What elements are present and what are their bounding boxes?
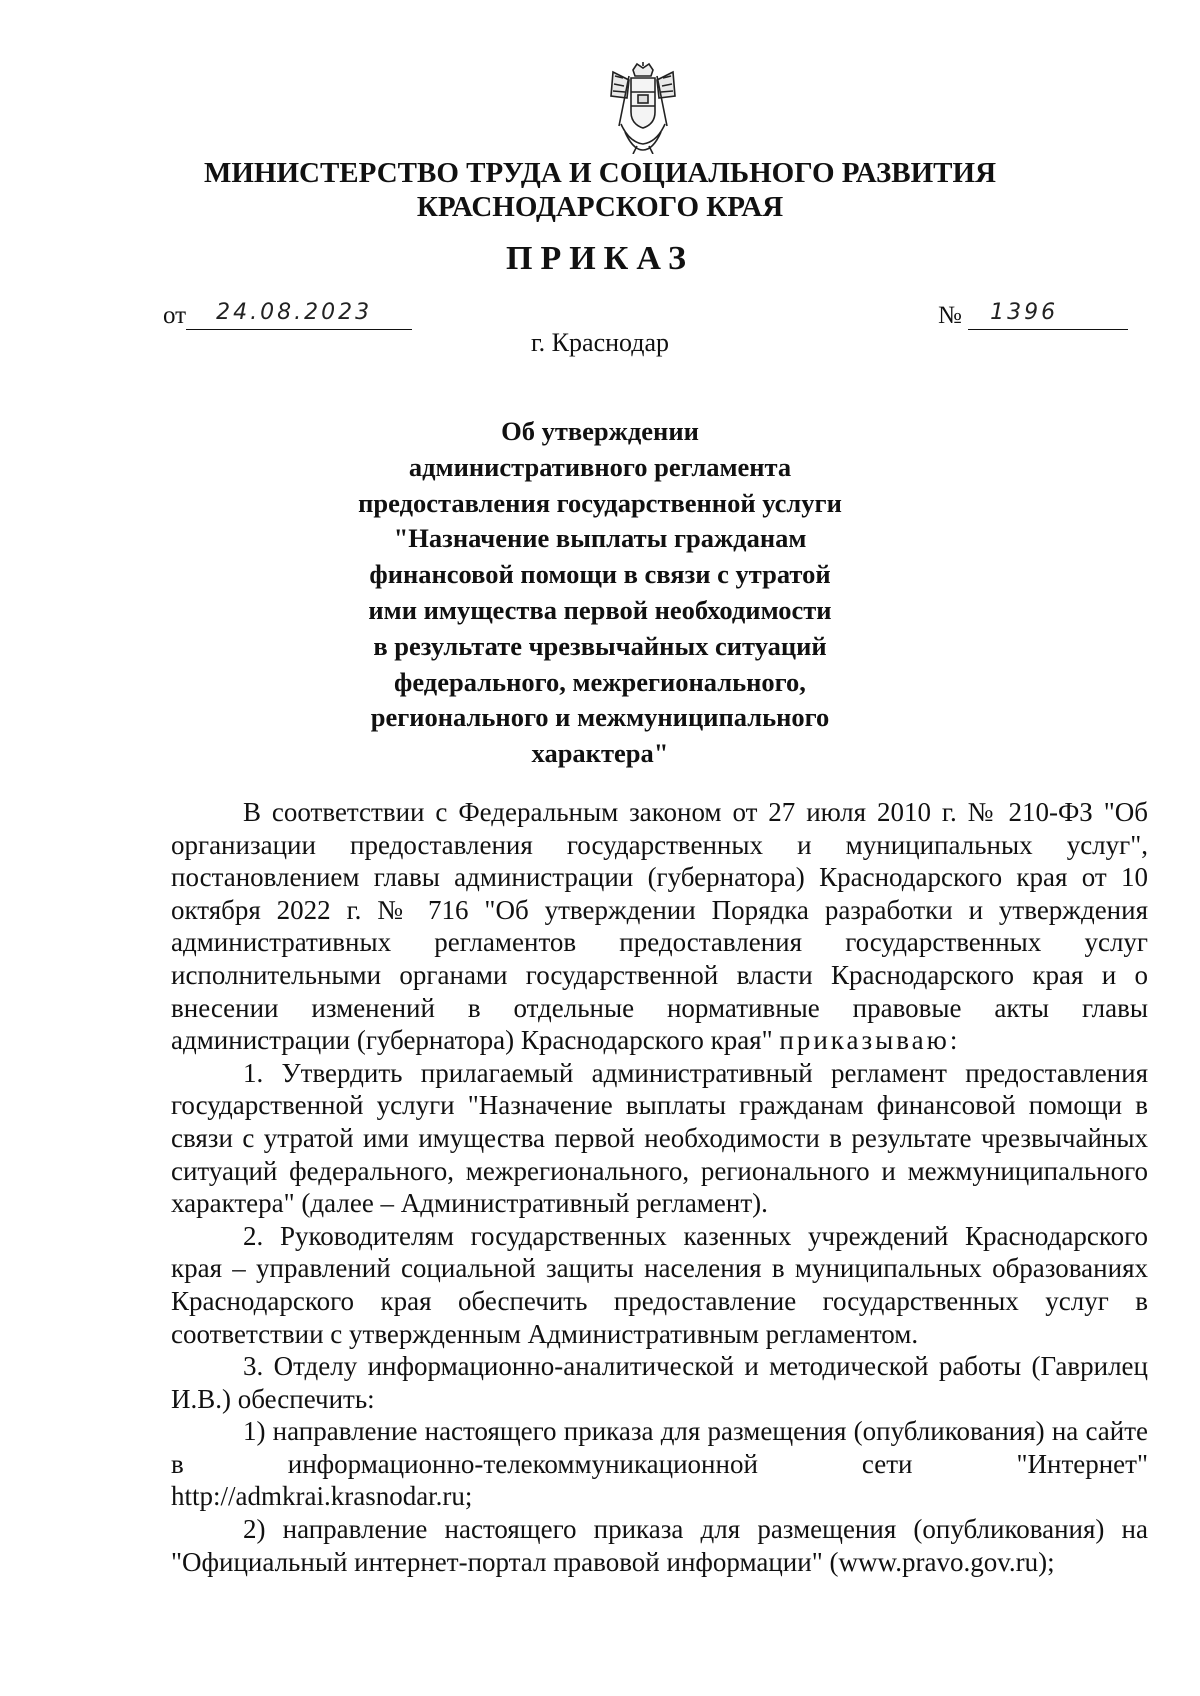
- title-line: в результате чрезвычайных ситуаций: [373, 630, 827, 661]
- title-line: административного регламента: [408, 451, 792, 482]
- order-body: [171, 796, 1148, 1578]
- date-prefix: от: [163, 302, 187, 329]
- item-3-paragraph: 3. Отделу информационно-аналитической и методической работы (Гаврилец И.В.) обеспечить:: [171, 1351, 1148, 1414]
- title-line: федерального, межрегионального,: [394, 666, 806, 697]
- preamble-paragraph: [171, 796, 1148, 1057]
- preamble-text: В соответствии с Федеральным законом от 27 июля 2010 г. № 210-ФЗ "Об организации предоставления государственных и муниципальных услуг", постановлением главы администрации (губернатора) Краснодарского края от 10 октября 2022 г. № 716 "Об утверждении Порядка разработки и утверждения административных регламентов предоставления государственных услуг исполнительными органами государственной власти Краснодарского края и о внесении изменений в отдельные нормативные правовые акты главы администрации (губернатора) Краснодарского края": [171, 797, 1148, 1056]
- ministry-name-line2: КРАСНОДАРСКОГО КРАЯ: [416, 191, 784, 223]
- item-1-paragraph: 1. Утвердить прилагаемый административный регламент предоставления государственной услуги "Назначение выплаты гражданам финансовой помощи в связи с утратой ими имущества первой необходимости в результате чрезвычайных ситуаций федерального, межрегионального, регионального и межмуниципального характера" (далее – Административный регламент).: [171, 1057, 1148, 1219]
- coat-of-arms-icon: [603, 62, 683, 154]
- number-handwritten-value: 1396: [968, 300, 1128, 330]
- order-date-field: [163, 300, 412, 330]
- title-line: предоставления государственной услуги: [358, 487, 842, 518]
- number-prefix: №: [938, 302, 962, 329]
- item-3-2-paragraph: 2) направление настоящего приказа для размещения (опубликования) на "Официальный интернет-портал правовой информации" (www.pravo.gov.ru);: [171, 1514, 1148, 1577]
- ministry-name-line1: МИНИСТЕРСТВО ТРУДА И СОЦИАЛЬНОГО РАЗВИТИЯ: [203, 157, 997, 189]
- title-line: регионального и межмуниципального: [370, 702, 830, 733]
- title-line: ими имущества первой необходимости: [368, 594, 832, 625]
- item-3-1-paragraph: 1) направление настоящего приказа для размещения (опубликования) на сайте в информационно-телекоммуникационной сети "Интернет" http://admkrai.krasnodar.ru;: [171, 1416, 1148, 1512]
- order-number-field: [938, 300, 1128, 330]
- order-title: [0, 414, 1200, 772]
- title-line: финансовой помощи в связи с утратой: [369, 559, 831, 590]
- city-line: г. Краснодар: [530, 328, 670, 357]
- title-line: Об утверждении: [501, 416, 699, 446]
- item-2-paragraph: 2. Руководителям государственных казенных учреждений Краснодарского края – управлений социальной защиты населения в муниципальных образованиях Краснодарского края обеспечить предоставление государственных услуг в соответствии с утвержденным Административным регламентом.: [171, 1220, 1148, 1349]
- order-word: приказываю:: [779, 1025, 961, 1056]
- document-type-heading: ПРИКАЗ: [506, 240, 694, 277]
- title-line: характера": [531, 738, 669, 769]
- date-handwritten-value: 24.08.2023: [186, 300, 412, 330]
- title-line: "Назначение выплаты гражданам: [393, 523, 807, 554]
